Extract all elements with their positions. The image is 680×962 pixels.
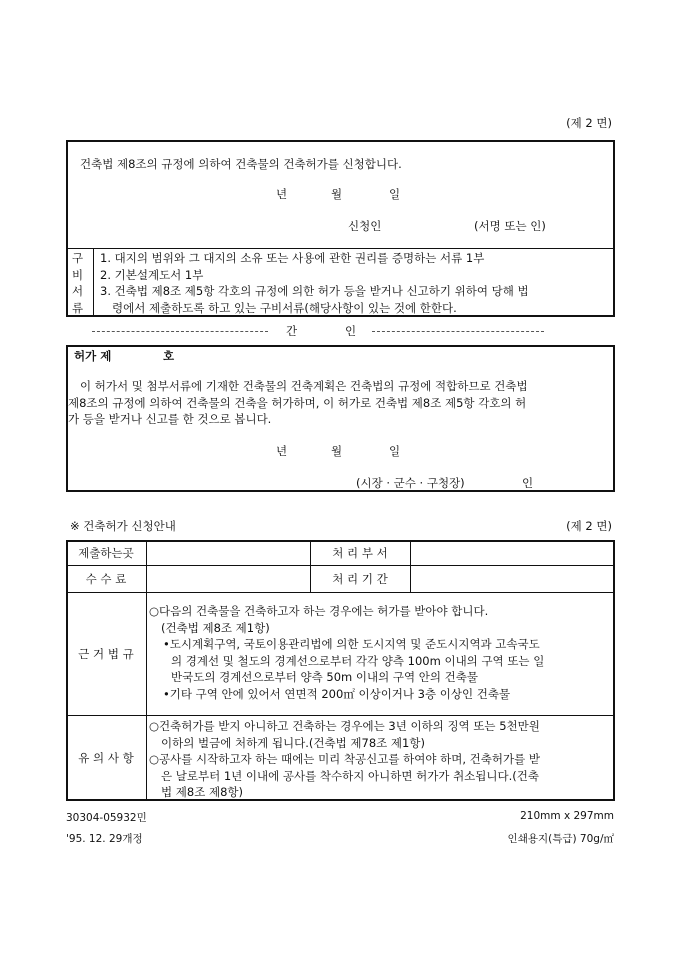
date-year: 년 [276,187,288,201]
note-line: ○건축허가를 받지 아니하고 건축하는 경우에는 3년 이하의 징역 또는 5천만원 [149,719,540,733]
authority-seal: 인 [522,476,534,490]
legal-line: (건축법 제8조 제1항) [161,620,270,635]
notes-text [149,718,540,801]
period-label: 처 리 기 간 [332,571,388,586]
row-divider [66,592,615,593]
page-label: (제 2 면) [566,116,612,130]
permit-text [68,378,613,428]
permit-date-month: 월 [331,444,343,458]
signature-label: (서명 또는 인) [474,219,546,233]
docs-label-char: 비 [72,267,84,282]
permit-number-label: 허가 제 [74,349,112,363]
legal-label: 근 거 법 규 [78,646,134,661]
permit-text-line: 제8조의 규정에 의하여 건축물의 건축을 허가하며, 이 허가로 건축법 제8조 제5항 각호의 허 [68,395,527,410]
applicant-label: 신청인 [348,219,382,233]
legal-line: 반국도의 경계선으로부터 양측 50m 이내의 구역 안의 건축물 [171,670,478,684]
doc-item: 령에서 제출하도록 하고 있는 구비서류(해당사항이 있는 것에 한한다. [112,300,457,315]
col-divider [410,540,411,592]
docs-label-char: 류 [72,300,84,315]
docs-list [100,250,529,316]
divider [93,248,94,316]
docs-label-char: 구 [72,251,84,265]
permit-text-line: 이 허가서 및 첨부서류에 기재한 건축물의 건축계획은 건축법의 규정에 적합하므로 건축법 [80,379,528,393]
date-day: 일 [389,187,401,201]
seal-line-left: 간 [286,324,298,338]
legal-text [149,603,544,702]
legal-line: ○다음의 건축물을 건축하고자 하는 경우에는 허가를 받아야 합니다. [149,604,489,618]
permit-text-line: 가 등을 받거나 신고를 한 것으로 봅니다. [68,412,272,426]
note-line: 법 제8조 제8항) [161,785,243,799]
permit-date-day: 일 [389,444,401,458]
legal-line: •도시계획구역, 국토이용관리법에 의한 도시지역 및 준도시지역과 고속국도 [163,637,540,651]
dashed-line [92,331,268,332]
authority-label: (시장 · 군수 · 구청장) [356,476,465,490]
note-line: 이하의 벌금에 처하게 됩니다.(건축법 제78조 제1항) [161,735,425,750]
divider [66,248,615,249]
legal-line: 의 경계선 및 철도의 경계선으로부터 각각 양측 100m 이내의 구역 또는 일 [171,653,545,668]
doc-item: 2. 기본설계도서 1부 [100,267,204,282]
paper-type: 인쇄용지(특급) 70g/㎡ [507,833,614,845]
doc-item: 3. 건축법 제8조 제5항 각호의 규정에 의한 허가 등을 받거나 신고하기 위하여 당해 법 [100,284,529,298]
notes-label: 유 의 사 항 [78,750,134,765]
note-line: ○공사를 시작하고자 하는 때에는 미리 착공신고를 하여야 하며, 건축허가를 받 [149,752,540,766]
form-number: 30304-05932민 [66,812,147,824]
paper-size: 210mm x 297mm [520,810,614,822]
revision-date: '95. 12. 29개정 [66,833,143,845]
docs-label [72,250,83,316]
dept-label: 처 리 부 서 [332,545,388,560]
guide-page-label: (제 2 면) [566,519,612,533]
guide-title: ※ 건축허가 신청안내 [70,519,176,533]
docs-label-char: 서 [72,284,84,298]
doc-item: 1. 대지의 범위와 그 대지의 소유 또는 사용에 관한 권리를 증명하는 서류 1부 [100,251,485,265]
application-statement: 건축법 제8조의 규정에 의하여 건축물의 건축허가를 신청합니다. [80,157,402,171]
dashed-line [372,331,544,332]
date-month: 월 [331,187,343,201]
row-divider [66,715,615,716]
submit-to-label: 제출하는곳 [78,545,134,560]
legal-line: •기타 구역 안에 있어서 연면적 200㎡ 이상이거나 3층 이상인 건축물 [163,686,511,701]
seal-line-right: 인 [345,324,357,338]
permit-date-year: 년 [276,444,288,458]
note-line: 은 날로부터 1년 이내에 공사를 착수하지 아니하면 허가가 취소됩니다.(건축 [161,768,539,783]
col-divider [146,540,147,800]
permit-number-suffix: 호 [163,349,175,363]
fee-label: 수 수 료 [85,571,127,586]
